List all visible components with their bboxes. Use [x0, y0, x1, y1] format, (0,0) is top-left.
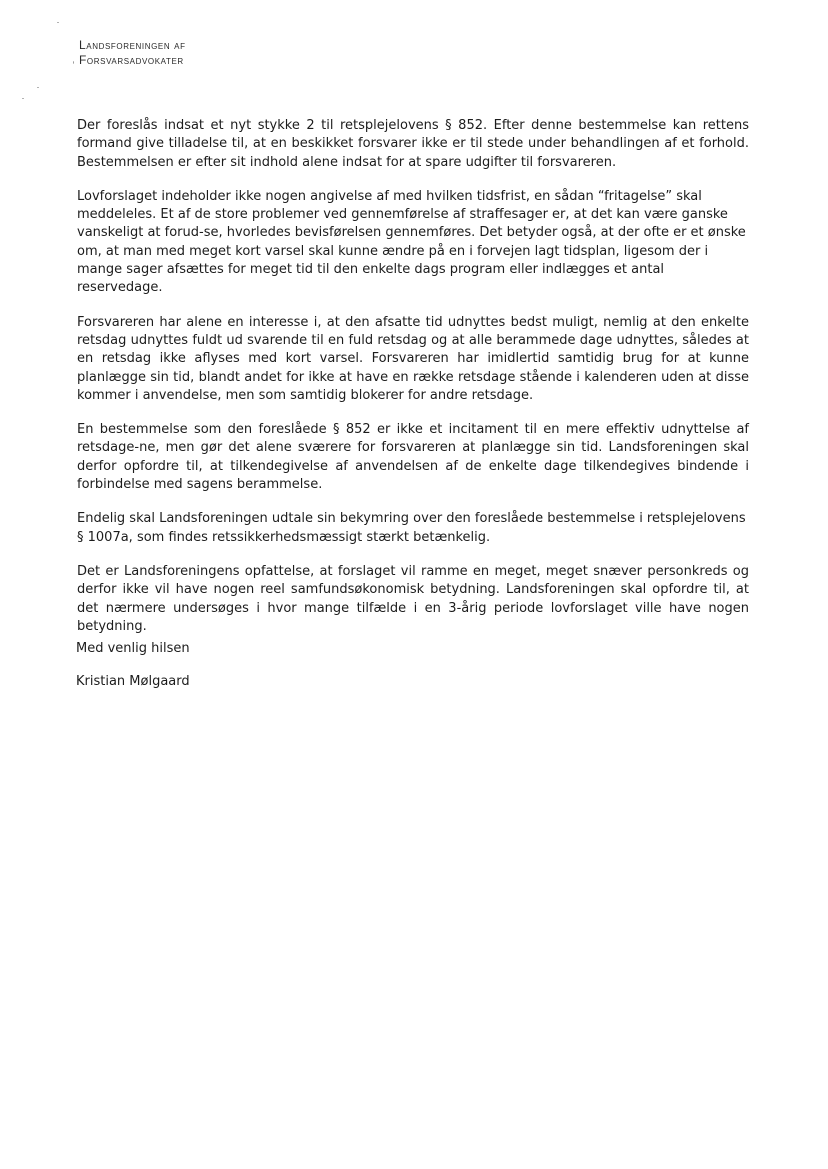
paragraph-2: Lovforslaget indeholder ikke nogen angivelse af med hvilken tidsfrist, en sådan “fritagelse” skal meddeleles. Et af de store problemer ved gennemførelse af straffesager er, at det kan være ganske vanskeligt at forud-se, hvorledes bevisførelsen gennemføres. Det betyder også, at der ofte er et ønske om, at man med meget kort varsel skal kunne ændre på en i forvejen lagt tidsplan, ligesom der i mange sager afsættes for meget tid til den enkelte dags program eller indlægges et antal reservedage. — [77, 188, 746, 296]
signature-name: Kristian Mølgaard — [76, 674, 190, 689]
letter-closing — [76, 640, 190, 706]
paragraph-4: En bestemmelse som den foreslåede § 852 er ikke et incitament til en mere effektiv udnyttelse af retsdage-ne, men gør det alene sværere for forsvareren at planlægge sin tid. Landsforeningen skal derfor opfordre til, at tilkendegivelse af anvendelsen af de enkelte dage tilkendegives bindende i forbindelse med sagens berammelse. — [77, 422, 749, 493]
paragraph-6: Det er Landsforeningens opfattelse, at forslaget vil ramme en meget, meget snæver personkreds og derfor ikke vil have nogen reel samfundsøkonomisk betydning. Landsforeningen skal opfordre til, at det nærmere undersøges i hvor mange tilfælde i en 3-årig periode lovforslaget ville have nogen betydning. — [77, 563, 749, 634]
paragraph-3: Forsvareren har alene en interesse i, at den afsatte tid udnyttes bedst muligt, nemlig at den enkelte retsdag udnyttes fuldt ud svarende til en fuld retsdag og at alle berammede dage udnyttes, således at en retsdag ikke aflyses med kort varsel. Forsvareren har imidlertid samtidig brug for at kunne planlægge sin tid, blandt andet for ikke at have en række retsdage stående i kalenderen uden at disse kommer i anvendelse, men som samtidig blokerer for andre retsdage. — [77, 314, 749, 403]
letterhead-line-2: Forsvarsadvokater — [79, 53, 184, 67]
paragraph-1: Der foreslås indsat et nyt stykke 2 til retsplejelovens § 852. Efter denne bestemmelse kan rettens formand give tilladelse til, at en beskikket forsvarer ikke er til stede under behandlingen af et forhold. Bestemmelsen er efter sit indhold alene indsat for at spare udgifter til forsvareren. — [77, 118, 749, 170]
scan-speck — [22, 98, 24, 99]
letter-body — [77, 117, 749, 652]
letterhead — [79, 38, 186, 68]
scan-speck — [57, 22, 59, 23]
scan-speck — [37, 87, 39, 88]
paragraph-5: Endelig skal Landsforeningen udtale sin bekymring over den foreslåede bestemmelse i retsplejelovens § 1007a, som findes retssikkerhedsmæssigt stærkt betænkelig. — [77, 511, 746, 545]
scan-speck — [73, 61, 74, 64]
letterhead-line-1: Landsforeningen af — [79, 38, 186, 52]
closing-greeting: Med venlig hilsen — [76, 641, 190, 656]
